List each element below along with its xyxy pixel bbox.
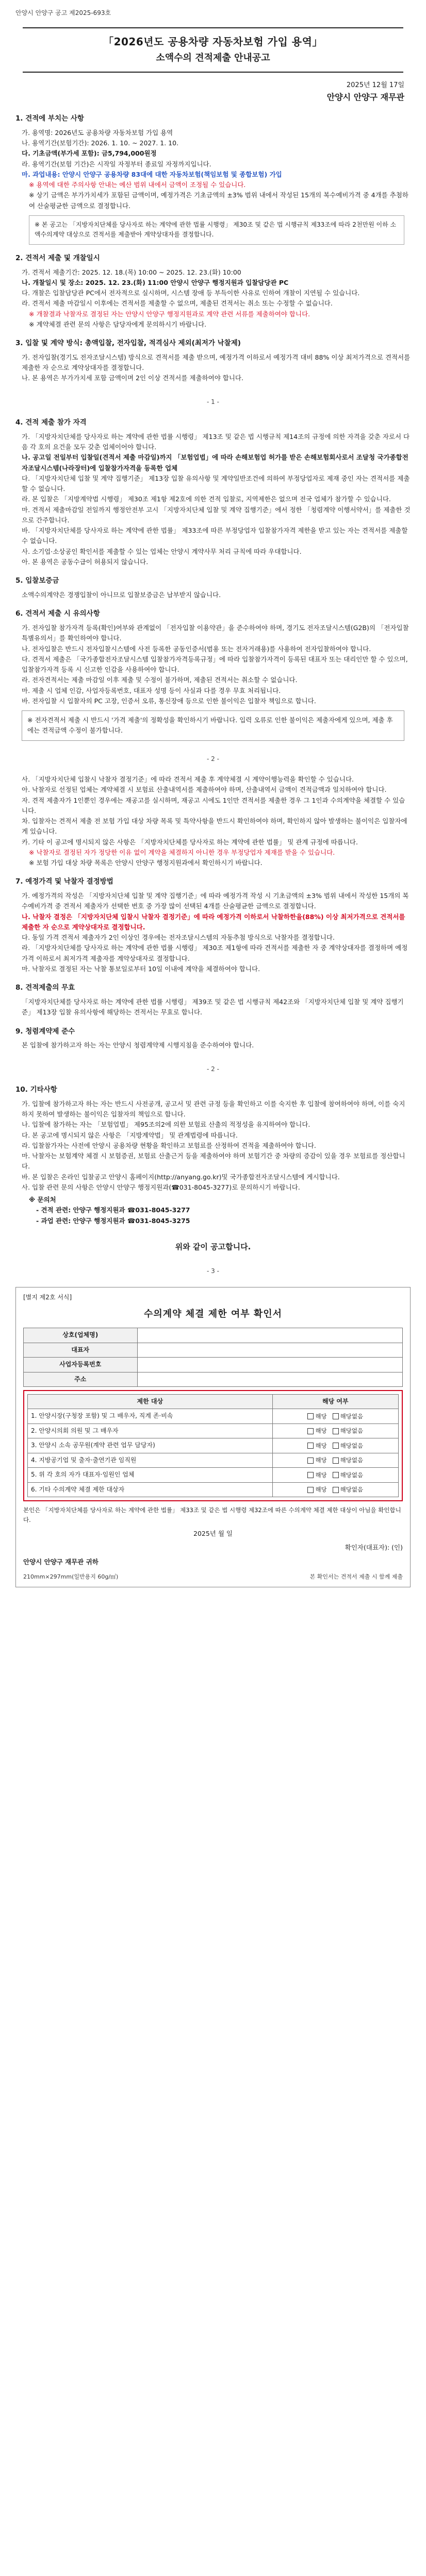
checkbox-yes[interactable] [307, 1413, 314, 1419]
list-item: 자. 견적 제출자가 1인뿐인 경우에는 재공고를 실시하며, 재공고 시에도 1인만 견적서를 제출한 경우 그 1인과 수의계약을 체결할 수 있습니다. [22, 796, 405, 815]
list-item: 차. 입찰자는 견적서 제출 전 보험 가입 대상 차량 목록 및 특약사항을 반드시 확인하여야 하며, 확인하지 않아 발생하는 불이익은 입찰자에게 있습니다. [22, 817, 407, 836]
checkbox-no[interactable] [333, 1472, 339, 1478]
list-item: 아. 본 용역은 공동수급이 허용되지 않습니다. [22, 557, 149, 566]
list-item: 다. 「지방자치단체 입찰 및 계약 집행기준」 제13장 입찰 유의사항 및 계약일반조건에 의하여 부정당업자로 제재 중인 자는 견적서를 제출할 수 없습니다. [22, 474, 410, 493]
submission-note: 본 확인서는 견적서 제출 시 함께 제출 [309, 1573, 403, 1581]
list-item: 라. 용역기간(보험 기간)은 시작일 자정부터 종료일 자정까지입니다. [22, 160, 211, 168]
list-item: 다. 견적서 제출은 「국가종합전자조달시스템 입찰참가자격등록규정」에 따라 입찰참가자격이 등록된 대표자 또는 대리인만 할 수 있으며, 입찰참가자격 등록 시 신고한 인감을 사용하여야 합니다. [22, 655, 408, 674]
row-label: 주소 [24, 1372, 138, 1386]
title-box [23, 27, 403, 73]
list-item: 나. 공고일 전일부터 입찰일(견적서 제출 마감일)까지 「보험업법」에 따라 손해보험업 허가를 받은 손해보험회사로서 조달청 국가종합전자조달시스템(나라장터)에 입찰참가자격을 등록한 업체 [22, 453, 408, 472]
section-3 [15, 338, 411, 384]
closing-statement: 위와 같이 공고합니다. [175, 1242, 251, 1251]
section-2 [15, 253, 411, 330]
list-item: 바. 전자입찰 시 입찰자의 PC 고장, 인증서 오류, 통신장애 등으로 인한 불이익은 입찰자 책임으로 합니다. [22, 697, 316, 705]
section-text: 본 입찰에 참가하고자 하는 자는 안양시 청렴계약제 시행지침을 준수하여야 합니다. [22, 1041, 254, 1049]
document-subtitle: 소액수의 견적제출 안내공고 [156, 52, 270, 63]
table-row [28, 1453, 399, 1467]
checkbox-yes[interactable] [307, 1458, 314, 1464]
checkbox-no[interactable] [333, 1458, 339, 1464]
list-item: 나. 낙찰자 결정은 「지방자치단체 입찰시 낙찰자 결정기준」에 따라 예정가격 이하로서 낙찰하한율(88%) 이상 최저가격으로 견적서를 제출한 자 순으로 계약상대자로 결정합니다. [22, 912, 405, 931]
sign-date: 2025년 월 일 [193, 1530, 233, 1538]
yes-label: 해당 [315, 1427, 327, 1435]
list-item: 가. 입찰에 참가하고자 하는 자는 반드시 사전공개, 공고서 및 관련 규정 등을 확인하고 이를 숙지한 후 입찰에 참여하여야 하며, 이를 숙지하지 못하여 발생하는 불이익은 입찰자의 책임으로 합니다. [22, 1099, 405, 1118]
list-item: 라. 본 입찰은 「지방계약법 시행령」 제30조 제1항 제2호에 의한 견적 입찰로, 지역제한은 없으며 전국 업체가 참가할 수 있습니다. [22, 495, 391, 503]
restriction-text: 2. 안양시의회 의원 및 그 배우자 [28, 1423, 273, 1438]
list-item: 사. 소기업·소상공인 확인서를 제출할 수 있는 업체는 안양시 계약사무 처리 규칙에 따라 우대합니다. [22, 547, 302, 555]
table-row [28, 1482, 399, 1497]
list-item: 나. 입찰에 참가하는 자는 「보험업법」 제95조의2에 의한 보험료 산출의 적정성을 유지하여야 합니다. [22, 1121, 310, 1129]
checkbox-no[interactable] [333, 1487, 339, 1493]
list-item: 나. 개찰일시 및 장소: 2025. 12. 23.(화) 11:00 안양시 안양구 행정지원과 입찰담당관 PC [22, 278, 289, 286]
note: ※ 낙찰자로 결정된 자가 정당한 이유 없이 계약을 체결하지 아니한 경우 부정당업자 제재를 받을 수 있습니다. [29, 848, 335, 856]
no-label: 해당없음 [340, 1442, 364, 1449]
row-label: 대표자 [24, 1343, 138, 1357]
table-row [28, 1438, 399, 1453]
section-title: 2. 견적서 제출 및 개찰일시 [15, 253, 100, 262]
checkbox-no[interactable] [333, 1413, 339, 1419]
note: ※ 용역에 대한 주의사항 안내는 예산 범위 내에서 금액이 조정될 수 있습니다. [29, 181, 246, 189]
table-row [24, 1343, 403, 1357]
table-row [24, 1358, 403, 1372]
section-7 [15, 876, 411, 974]
section-10 [15, 1084, 411, 1253]
section-title: 7. 예정가격 및 낙찰자 결정방법 [15, 877, 113, 886]
column-header: 제한 대상 [28, 1395, 273, 1409]
declaration-text: 본인은 「지방자치단체를 당사자로 하는 계약에 관한 법률」 제33조 및 같은 법 시행령 제32조에 따른 수의계약 체결 제한 대상이 아님을 확인합니다. [23, 1506, 401, 1523]
company-name-field[interactable] [137, 1328, 403, 1343]
restriction-text: 5. 위 각 호의 자가 대표자·임원인 업체 [28, 1468, 273, 1482]
section-5 [15, 575, 411, 600]
restriction-text: 1. 안양시장(구청장 포함) 및 그 배우자, 직계 존·비속 [28, 1409, 273, 1423]
section-text: 소액수의계약은 경쟁입찰이 아니므로 입찰보증금은 납부받지 않습니다. [22, 591, 221, 599]
yes-label: 해당 [315, 1456, 327, 1464]
list-item: 라. 입찰참가자는 사전에 안양시 공용차량 현황을 확인하고 보험료를 산정하여 견적을 제출하여야 합니다. [22, 1141, 316, 1149]
list-item: 다. 본 공고에 명시되지 않은 사항은 「지방계약법」 및 관계법령에 따릅니다. [22, 1131, 238, 1139]
checkbox-yes[interactable] [307, 1487, 314, 1493]
list-item: 라. 「지방자치단체를 당사자로 하는 계약에 관한 법률 시행령」 제30조 제1항에 따라 견적서를 제출한 자 중 계약상대자를 결정하며 예정가격 이하로서 최저가격 제출자를 계약상대자로 결정합니다. [22, 944, 408, 962]
address-field[interactable] [137, 1372, 403, 1386]
restriction-text: 6. 기타 수의계약 체결 제한 대상자 [28, 1482, 273, 1497]
representative-field[interactable] [137, 1343, 403, 1357]
yes-label: 해당 [315, 1442, 327, 1449]
page-number: - 2 - [207, 1065, 219, 1073]
yes-label: 해당 [315, 1486, 327, 1494]
list-item: 다. 기초금액(부가세 포함): 금5,794,000원정 [22, 149, 157, 158]
restriction-text: 4. 지방공기업 및 출자·출연기관 임직원 [28, 1453, 273, 1467]
list-item: 가. 전자입찰(경기도 전자조달시스템) 방식으로 견적서를 제출 받으며, 예정가격 이하로서 예정가격 대비 88% 이상 최저가격으로 견적서를 제출한 자 순으로 계약상대자를 결정합니다. [22, 353, 411, 372]
contact-line: - 과업 관련: 안양구 행정지원과 ☎031-8045-3275 [36, 1216, 190, 1225]
form-title: 수의계약 체결 제한 여부 확인서 [143, 1309, 283, 1320]
page-number: - 1 - [207, 398, 219, 405]
list-item: 나. 용역기간(보험기간): 2026. 1. 10. ~ 2027. 1. 10. [22, 139, 179, 147]
list-item: 다. 개찰은 입찰담당관 PC에서 전자적으로 실시하며, 시스템 장애 등 부득이한 사유로 인하여 개찰이 지연될 수 있습니다. [22, 289, 360, 297]
notice-date: 2025년 12월 17일 [346, 81, 404, 89]
list-item: 가. 예정가격의 작성은 「지방자치단체 입찰 및 계약 집행기준」에 따라 예정가격 작성 시 기초금액의 ±3% 범위 내에서 작성한 15개의 복수예비가격 중 견적서 제출자가 선택한 번호 중 가장 많이 선택된 4개를 산술평균한 금액으로 결정합니다. [22, 892, 409, 910]
form-number: [별지 제2호 서식] [23, 1293, 72, 1301]
section-title: 9. 청렴계약제 준수 [15, 1027, 75, 1036]
checkbox-no[interactable] [333, 1443, 339, 1449]
list-item: 카. 기타 이 공고에 명시되지 않은 사항은 「지방자치단체를 당사자로 하는 계약에 관한 법률」 및 관계 규정에 따릅니다. [22, 838, 358, 846]
no-label: 해당없음 [340, 1427, 364, 1435]
list-item: 라. 견적서 제출 마감일시 이후에는 견적서를 제출할 수 없으며, 제출된 견적서는 취소 또는 수정할 수 없습니다. [22, 299, 333, 308]
list-item: 가. 전자입찰 참가자격 등록(확인)여부와 관계없이 「전자입찰 이용약관」을 준수하여야 하며, 경기도 전자조달시스템(G2B)의 「전자입찰 특별유의서」를 확인하여야 합니다. [22, 624, 409, 642]
company-info-table [23, 1328, 403, 1387]
list-item: 라. 전자견적서는 제출 마감일 이후 제출 및 수정이 불가하며, 제출된 견적서는 취소할 수 없습니다. [22, 676, 298, 684]
section-6-continued [15, 774, 411, 868]
note: ※ 개찰결과 낙찰자로 결정된 자는 안양시 안양구 행정지원과로 계약 관련 서류를 제출하여야 합니다. [29, 310, 310, 318]
restriction-text: 3. 안양시 소속 공무원(계약 관련 업무 담당자) [28, 1438, 273, 1453]
section-title: 4. 견적 제출 참가 자격 [15, 418, 87, 427]
restriction-table [27, 1394, 399, 1497]
table-header-row [28, 1395, 399, 1409]
section-title: 10. 기타사항 [15, 1086, 57, 1094]
no-label: 해당없음 [340, 1456, 364, 1464]
section-title: 1. 견적에 부치는 사항 [15, 114, 84, 123]
note: ※ 상기 금액은 부가가치세가 포함된 금액이며, 예정가격은 기초금액의 ±3% 범위 내에서 작성된 15개의 복수예비가격 중 4개를 추첨하여 산술평균한 금액으로 결정합니다. [29, 191, 408, 210]
no-label: 해당없음 [340, 1412, 364, 1420]
form-footer [23, 1572, 403, 1582]
table-row [28, 1409, 399, 1423]
table-row [24, 1372, 403, 1386]
section-1 [15, 113, 411, 245]
list-item: 가. 「지방자치단체를 당사자로 하는 계약에 관한 법률 시행령」 제13조 및 같은 법 시행규칙 제14조의 규정에 의한 자격을 갖춘 자로서 다음 각 호의 요건을 모두 갖춘 업체이어야 합니다. [22, 432, 410, 451]
section-title: 8. 견적제출의 무효 [15, 984, 75, 992]
checkbox-no[interactable] [333, 1428, 339, 1434]
section-title: 5. 입찰보증금 [15, 577, 59, 585]
no-label: 해당없음 [340, 1486, 364, 1494]
section-6 [15, 608, 411, 740]
contact-line: - 견적 관련: 안양구 행정지원과 ☎031-8045-3277 [36, 1206, 190, 1214]
row-label: 상호(업체명) [24, 1328, 138, 1343]
row-label: 사업자등록번호 [24, 1358, 138, 1372]
list-item: 마. 제출 시 업체 인감, 사업자등록번호, 대표자 성명 등이 사실과 다를 경우 무효 처리됩니다. [22, 686, 281, 694]
list-item: 아. 낙찰자로 선정된 업체는 계약체결 시 보험료 산출내역서를 제출하여야 하며, 산출내역서 금액이 견적금액과 일치하여야 합니다. [22, 786, 387, 794]
notice-box: ※ 본 공고는 「지방자치단체를 당사자로 하는 계약에 관한 법률 시행령」 제30조 및 같은 법 시행규칙 제33조에 따라 2천만원 이하 소액수의계약 대상으로 견적서를 제출받아 계약상대자를 결정합니다. [29, 215, 404, 245]
list-item: 사. 「지방자치단체 입찰시 낙찰자 결정기준」에 따라 견적서 제출 후 계약체결 시 계약이행능력을 확인할 수 있습니다. [22, 775, 354, 784]
list-item: 마. 과업내용: 안양시 안양구 공용차량 83대에 대한 자동차보험(책임보험 및 종합보험) 가입 [22, 170, 282, 178]
signature-line: 확인자(대표자): (인) [345, 1543, 403, 1551]
document-title: 「2026년도 공용차량 자동차보험 가입 용역」 [103, 36, 323, 48]
contact-label: ※ 문의처 [29, 1196, 56, 1204]
page-number: - 3 - [207, 1267, 219, 1275]
form-addressee: 안양시 안양구 재무관 귀하 [23, 1557, 99, 1566]
checkbox-yes[interactable] [307, 1443, 314, 1449]
section-title: 3. 입찰 및 계약 방식: 총액입찰, 전자입찰, 적격심사 제외(최저가 낙찰제) [15, 339, 241, 348]
page-number: - 2 - [207, 755, 219, 762]
list-item: 바. 「지방자치단체를 당사자로 하는 계약에 관한 법률」 제33조에 따른 부정당업자 입찰참가자격 제한을 받고 있는 자는 견적서를 제출할 수 없습니다. [22, 527, 408, 545]
paper-size-note: 210mm×297mm(일반용지 60g/㎡) [23, 1573, 119, 1581]
business-number-field[interactable] [137, 1358, 403, 1372]
no-label: 해당없음 [340, 1471, 364, 1479]
section-9 [15, 1026, 411, 1051]
checkbox-yes[interactable] [307, 1472, 314, 1478]
table-row [28, 1468, 399, 1482]
list-item: 사. 입찰 관련 문의 사항은 안양시 안양구 행정지원과(☎031-8045-3277)로 문의하시기 바랍니다. [22, 1183, 300, 1191]
table-row [24, 1328, 403, 1343]
section-title: 6. 견적서 제출 시 유의사항 [15, 609, 100, 618]
list-item: 다. 동일 가격 견적서 제출자가 2인 이상인 경우에는 전자조달시스템의 자동추첨 방식으로 낙찰자를 결정합니다. [22, 934, 335, 942]
note: ※ 보험 가입 대상 차량 목록은 안양시 안양구 행정지원과에서 확인하시기 바랍니다. [29, 859, 263, 867]
notice-box: ※ 전자견적서 제출 시 반드시 '가격 제출'의 정확성을 확인하시기 바랍니다. 입력 오류로 인한 불이익은 제출자에게 있으며, 제출 후에는 견적금액 수정이 불가합니다. [22, 710, 404, 741]
list-item: 마. 견적서 제출마감일 전일까지 행정안전부 고시 「지방자치단체 입찰 및 계약 집행기준」에서 정한 「청렴계약 이행서약서」를 제출한 것으로 간주합니다. [22, 505, 411, 524]
list-item: 나. 본 용역은 부가가치세 포함 금액이며 2인 이상 견적서를 제출하여야 합니다. [22, 374, 243, 382]
list-item: 바. 본 입찰은 온라인 입찰공고 안양시 홈페이지(http://anyang.go.kr)및 국가종합전자조달시스템에 게시합니다. [22, 1173, 340, 1181]
issuing-org: 안양시 안양구 재무관 [326, 92, 404, 103]
section-4 [15, 417, 411, 567]
list-item: 나. 전자입찰은 반드시 전자입찰시스템에 사전 등록한 공동인증서(범용 또는 전자거래용)를 사용하여 전자입찰하여야 합니다. [22, 645, 371, 653]
checkbox-yes[interactable] [307, 1428, 314, 1434]
document-number: 안양시 안양구 공고 제2025-693호 [15, 9, 111, 16]
yes-label: 해당 [315, 1412, 327, 1420]
section-text: 「지방자치단체를 당사자로 하는 계약에 관한 법률 시행령」 제39조 및 같은 법 시행규칙 제42조와 「지방자치단체 입찰 및 계약 집행기준」 제13장 입찰 유의사항에 해당하는 견적서는 무효로 합니다. [22, 998, 404, 1016]
confirmation-form [15, 1287, 411, 1587]
column-header: 해당 여부 [272, 1395, 398, 1409]
list-item: 마. 낙찰자로 결정된 자는 낙찰 통보일로부터 10일 이내에 계약을 체결하여야 합니다. [22, 964, 260, 973]
list-item: 가. 견적서 제출기간: 2025. 12. 18.(목) 10:00 ~ 2025. 12. 23.(화) 10:00 [22, 268, 241, 276]
section-8 [15, 982, 411, 1018]
yes-label: 해당 [315, 1471, 327, 1479]
restriction-check-box [23, 1390, 403, 1501]
note: ※ 계약체결 관련 문의 사항은 담당자에게 문의하시기 바랍니다. [29, 320, 207, 328]
list-item: 마. 낙찰자는 보험계약 체결 시 보험증권, 보험료 산출근거 등을 제출하여야 하며 보험기간 중 차량의 증감이 있을 경우 보험료를 정산합니다. [22, 1152, 405, 1171]
table-row [28, 1423, 399, 1438]
list-item: 가. 용역명: 2026년도 공용차량 자동차보험 가입 용역 [22, 128, 173, 137]
